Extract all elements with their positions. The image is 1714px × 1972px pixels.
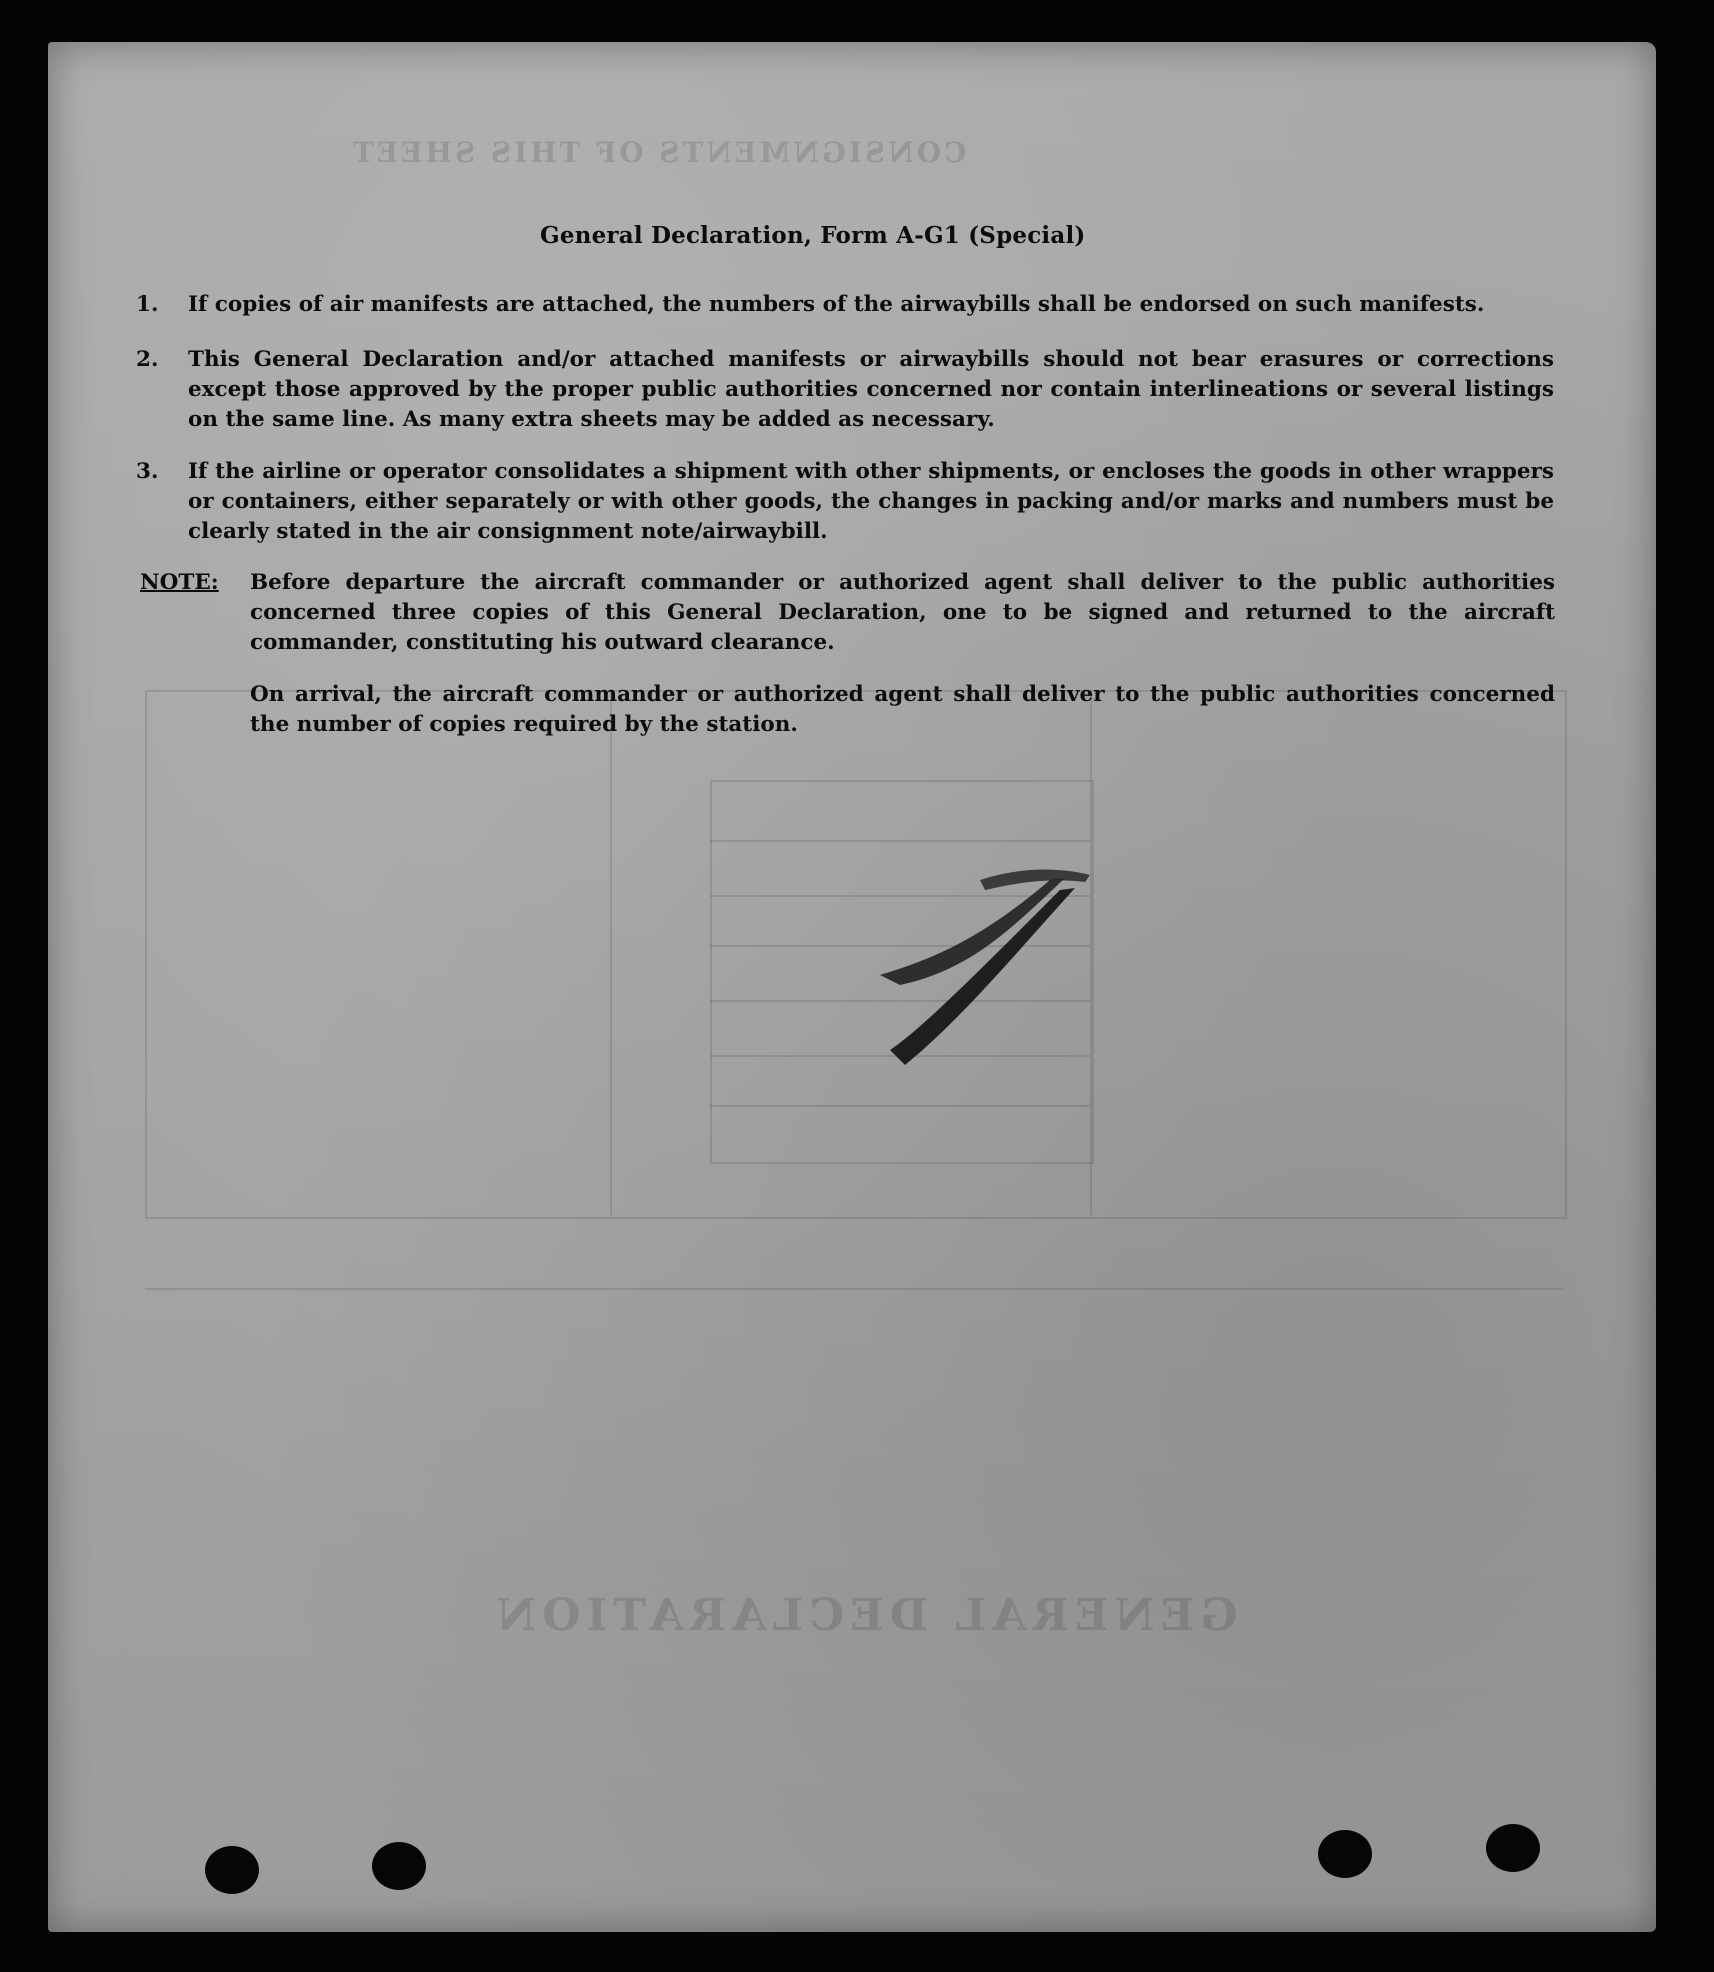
item-number: 2. <box>136 347 159 372</box>
punch-hole <box>1318 1830 1372 1878</box>
ghost-heading: CONSIGNMENTS OF THIS SHEET <box>350 136 967 169</box>
punch-hole <box>205 1846 259 1894</box>
note-label: NOTE: <box>140 570 219 595</box>
note-paragraph: Before departure the aircraft commander or authorized agent shall deliver to the public authorities concerned three copies of this General Declaration, one to be signed and returned to the aircraft commander, constituting his outward clearance. <box>250 570 1555 655</box>
ghost-divider <box>610 690 612 1215</box>
ghost-heading: GENERAL DECLARATION <box>490 1590 1238 1641</box>
item-text: If the airline or operator consolidates a shipment with other shipments, or encloses the goods in other wrappers or containers, either separately or with other goods, the changes in packing and/or marks and numbers must be clearly stated in the air consignment note/airwaybill. <box>188 459 1554 544</box>
instruction-item <box>136 457 1554 547</box>
item-number: 1. <box>136 292 159 317</box>
item-text: If copies of air manifests are attached, the numbers of the airwaybills shall be endorsed on such manifests. <box>188 292 1485 317</box>
page-title: General Declaration, Form A-G1 (Special) <box>540 222 1086 249</box>
ink-smudge-mark <box>860 860 1110 1080</box>
instruction-item <box>136 290 1554 320</box>
ghost-row-line <box>710 840 1090 842</box>
instruction-item <box>136 345 1554 435</box>
ghost-rule <box>145 1288 1563 1290</box>
item-text: This General Declaration and/or attached manifests or airwaybills should not bear erasures or corrections except those approved by the proper public authorities concerned nor contain interlineations or several listings on the same line. As many extra sheets may be added as necessary. <box>188 347 1554 432</box>
note-paragraph: On arrival, the aircraft commander or authorized agent shall deliver to the public authorities concerned the number of copies required by the station. <box>250 682 1555 737</box>
item-number: 3. <box>136 459 159 484</box>
ghost-row-line <box>710 1105 1090 1107</box>
punch-hole <box>372 1842 426 1890</box>
punch-hole <box>1486 1824 1540 1872</box>
